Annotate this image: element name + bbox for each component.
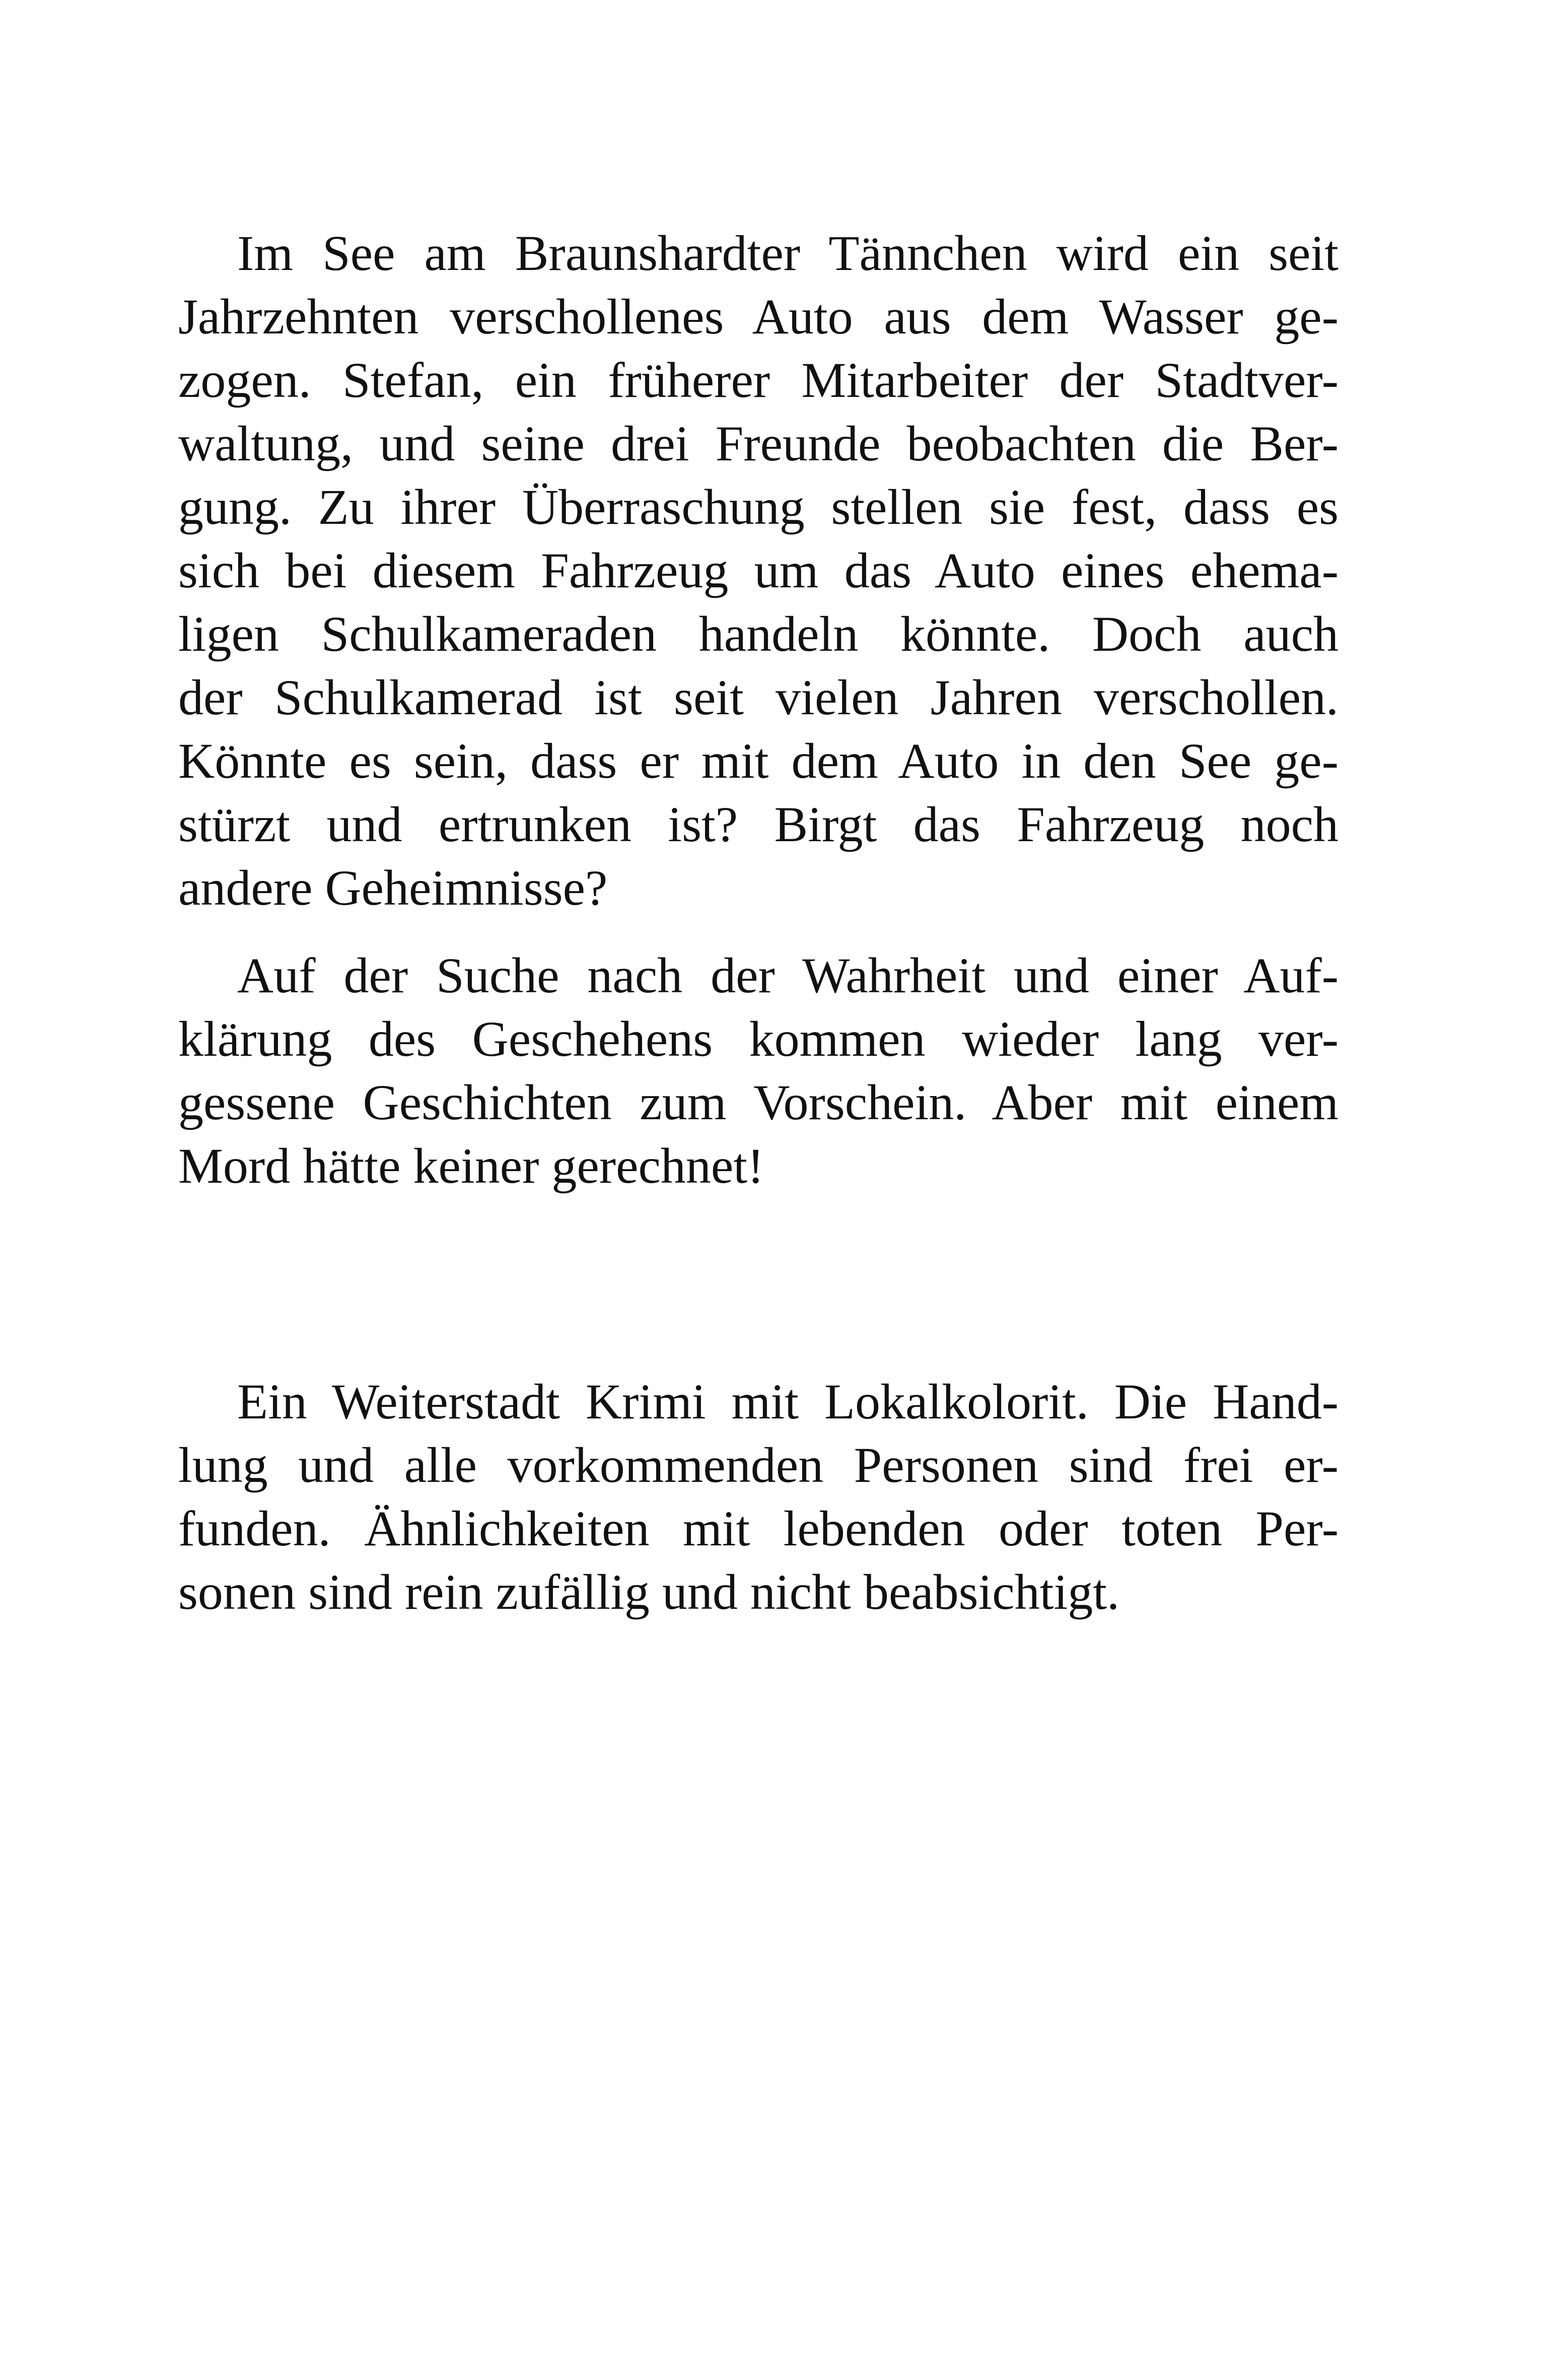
text-line: funden. Ähnlichkeiten mit lebenden oder toten Per- [178,1501,1339,1556]
text-line: Im See am Braunshardter Tännchen wird ein seit [237,225,1339,281]
text-line: Ein Weiterstadt Krimi mit Lokalkolorit. Die Hand- [237,1374,1339,1430]
text-line: Könnte es sein, dass er mit dem Auto in den See ge- [178,733,1339,789]
text-line: ligen Schulkameraden handeln könnte. Doch auch [178,606,1339,662]
disclaimer-text [178,1370,1339,1624]
text-line: der Schulkamerad ist seit vielen Jahren verschollen. [178,669,1339,725]
text-line: stürzt und ertrunken ist? Birgt das Fahrzeug noch [178,796,1339,852]
text-line: sich bei diesem Fahrzeug um das Auto eines ehema- [178,542,1339,598]
text-line: waltung, und seine drei Freunde beobachten die Ber- [178,416,1339,471]
blurb-paragraph-1 [178,222,1339,920]
text-line: lung und alle vorkommenden Personen sind frei er- [178,1437,1339,1493]
blurb-text [178,222,1339,1198]
text-line: Jahrzehnten verschollenes Auto aus dem Wasser ge- [178,289,1339,345]
text-line: andere Geheimnisse? [178,860,608,916]
text-line: sonen sind rein zufällig und nicht beabsichtigt. [178,1564,1120,1620]
blurb-paragraph-2 [178,944,1339,1198]
text-line: zogen. Stefan, ein früherer Mitarbeiter der Stadtver- [178,352,1339,408]
text-line: gessene Geschichten zum Vorschein. Aber mit einem [178,1074,1339,1130]
text-line: Mord hätte keiner gerechnet! [178,1138,764,1194]
text-line: Auf der Suche nach der Wahrheit und einer Auf- [237,947,1339,1003]
text-line: klärung des Geschehens kommen wieder lang ver- [178,1011,1339,1067]
text-line: gung. Zu ihrer Überraschung stellen sie fest, dass es [178,479,1339,535]
disclaimer-paragraph [178,1370,1339,1624]
